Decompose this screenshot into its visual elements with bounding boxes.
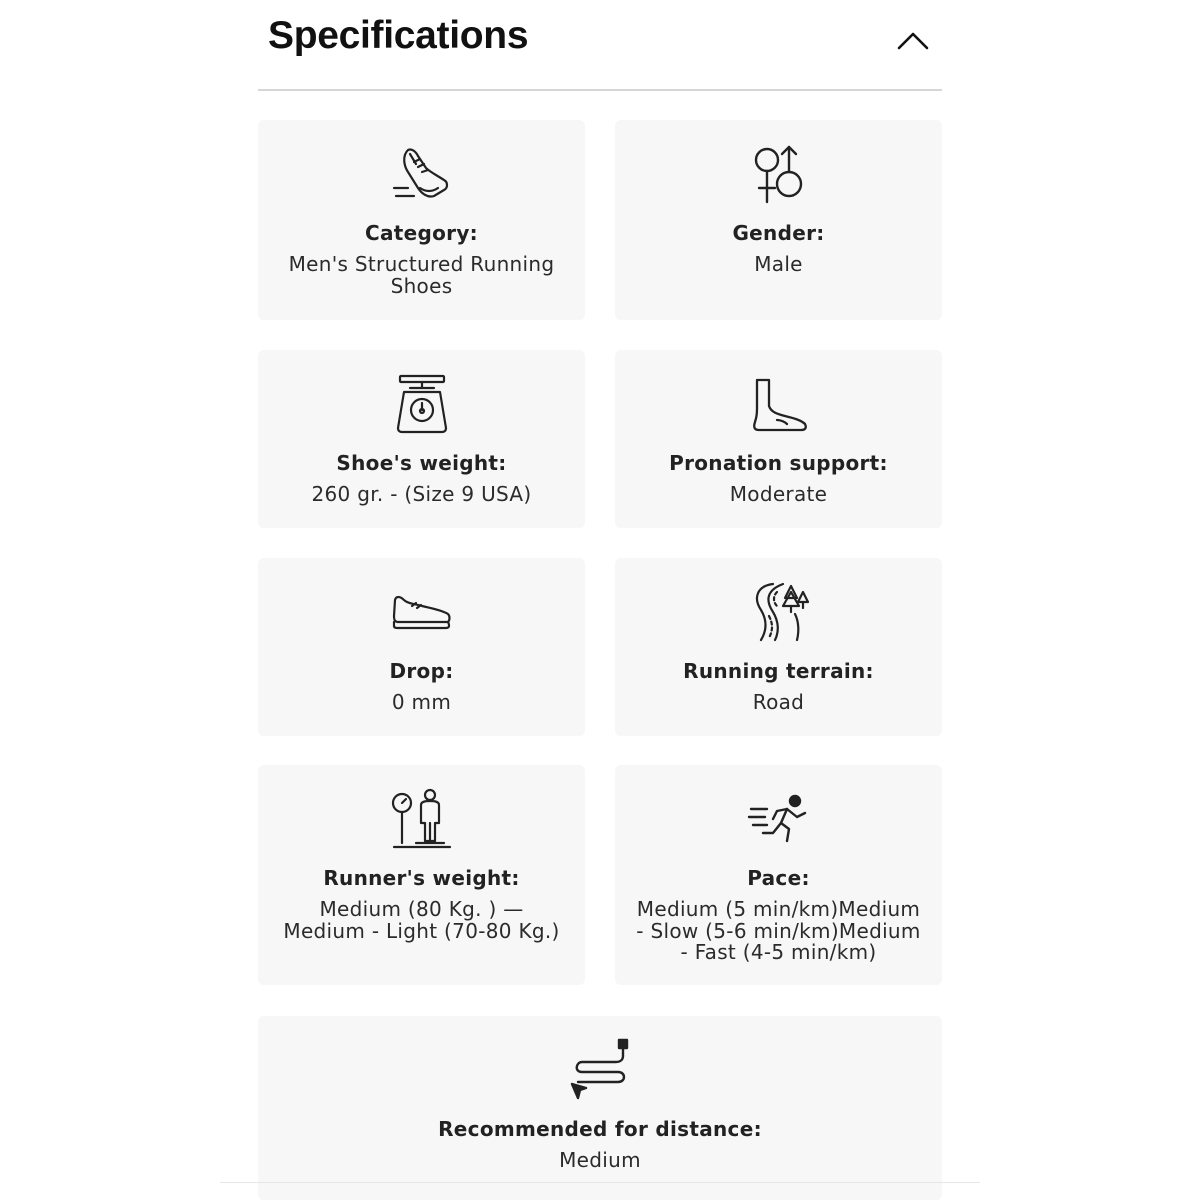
spec-label: Drop: — [389, 659, 454, 683]
spec-value: 0 mm — [391, 690, 452, 714]
section-title: Specifications — [268, 14, 529, 57]
spec-label: Gender: — [732, 221, 825, 245]
spec-card-pronation-support — [615, 350, 942, 528]
running-shoe-icon — [390, 142, 454, 206]
person-scale-icon — [390, 787, 454, 851]
divider — [220, 1182, 980, 1183]
foot-icon — [747, 372, 811, 436]
spec-card-runner-weight — [258, 765, 585, 985]
spec-label: Shoe's weight: — [336, 451, 507, 475]
spec-value: Men's Structured Running Shoes — [288, 252, 555, 298]
scale-icon — [390, 372, 454, 436]
spec-card-drop — [258, 558, 585, 736]
spec-value: Moderate — [729, 482, 828, 506]
shoe-profile-icon — [390, 580, 454, 644]
spec-value: Medium — [559, 1148, 641, 1172]
spec-label: Category: — [365, 221, 478, 245]
spec-card-pace — [615, 765, 942, 985]
spec-value: Male — [754, 252, 803, 276]
route-distance-icon — [568, 1038, 632, 1102]
specifications-header[interactable] — [258, 0, 942, 91]
spec-label: Recommended for distance: — [438, 1117, 762, 1141]
runner-speed-icon — [747, 787, 811, 851]
spec-label: Running terrain: — [683, 659, 874, 683]
spec-value: Medium (80 Kg. ) — Medium - Light (70-80 Kg.) — [283, 897, 560, 943]
spec-label: Pronation support: — [669, 451, 888, 475]
spec-value: 260 gr. - (Size 9 USA) — [311, 482, 532, 506]
spec-card-gender — [615, 120, 942, 320]
spec-card-distance — [258, 1016, 942, 1200]
spec-card-category — [258, 120, 585, 320]
spec-card-running-terrain — [615, 558, 942, 736]
spec-card-shoe-weight — [258, 350, 585, 528]
spec-value: Road — [752, 690, 805, 714]
spec-label: Pace: — [747, 866, 810, 890]
spec-value: Medium (5 min/km)Medium - Slow (5-6 min/km)Medium - Fast (4-5 min/km) — [636, 897, 921, 964]
road-terrain-icon — [747, 580, 811, 644]
gender-icon — [747, 142, 811, 206]
chevron-up-icon[interactable] — [896, 26, 930, 56]
spec-label: Runner's weight: — [323, 866, 520, 890]
